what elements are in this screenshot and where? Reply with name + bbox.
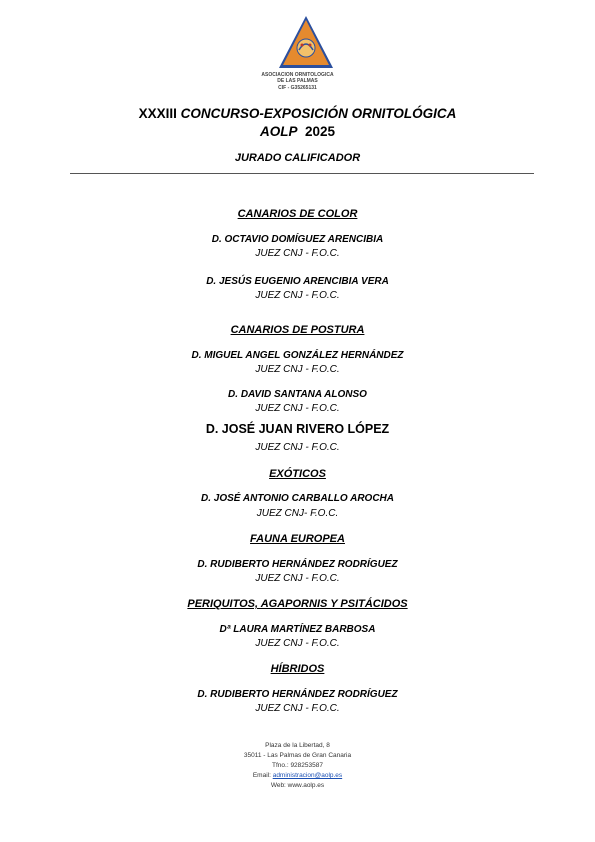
footer-address: Plaza de la Libertad, 8 xyxy=(265,742,330,749)
judge-name: D. MIGUEL ANGEL GONZÁLEZ HERNÁNDEZ xyxy=(191,350,404,361)
judge-name: Dª LAURA MARTÍNEZ BARBOSA xyxy=(219,624,376,635)
category-heading: HÍBRIDOS xyxy=(270,663,325,675)
email-link[interactable]: administracion@aolp.es xyxy=(272,772,343,779)
judge-credential: JUEZ CNJ - F.O.C. xyxy=(255,290,340,301)
title-prefix: XXXIII xyxy=(138,106,177,121)
judge-name: D. OCTAVIO DOMÍGUEZ ARENCIBIA xyxy=(211,234,384,245)
title-aolp: AOLP xyxy=(259,124,298,139)
footer-email-label: Email: xyxy=(252,772,271,779)
divider xyxy=(70,173,534,174)
judge-name: D. RUDIBERTO HERNÁNDEZ RODRÍGUEZ xyxy=(197,559,398,570)
category-heading: CANARIOS DE COLOR xyxy=(237,208,358,220)
category-heading: EXÓTICOS xyxy=(269,468,326,480)
judge-credential: JUEZ CNJ - F.O.C. xyxy=(255,703,340,714)
judge-credential: JUEZ CNJ - F.O.C. xyxy=(255,403,340,414)
category-heading: CANARIOS DE POSTURA xyxy=(230,324,365,336)
category-heading: PERIQUITOS, AGAPORNIS Y PSITÁCIDOS xyxy=(187,598,408,610)
org-name-line1: ASOCIACION ORNITOLOGICA xyxy=(261,72,334,78)
org-cif: CIF - G35265131 xyxy=(278,85,317,91)
title-year: 2025 xyxy=(304,124,336,139)
category-heading: FAUNA EUROPEA xyxy=(250,533,345,545)
judge-credential: JUEZ CNJ- F.O.C. xyxy=(256,508,339,519)
judge-credential: JUEZ CNJ - F.O.C. xyxy=(255,638,340,649)
footer-city: 35011 - Las Palmas de Gran Canaria xyxy=(243,752,352,759)
judge-name: D. DAVID SANTANA ALONSO xyxy=(228,389,367,400)
judge-name: D. JOSÉ JUAN RIVERO LÓPEZ xyxy=(205,422,390,436)
title-main: CONCURSO-EXPOSICIÓN ORNITOLÓGICA xyxy=(180,106,457,121)
page-title-line1 xyxy=(0,105,595,122)
judge-name: D. JOSÉ ANTONIO CARBALLO AROCHA xyxy=(201,493,394,504)
judge-name: D. JESÚS EUGENIO ARENCIBIA VERA xyxy=(206,276,389,287)
judge-name: D. RUDIBERTO HERNÁNDEZ RODRÍGUEZ xyxy=(197,689,398,700)
footer-web: Web: www.aolp.es xyxy=(270,782,325,789)
footer-phone: Tfno.: 928253587 xyxy=(272,762,323,769)
judge-credential: JUEZ CNJ - F.O.C. xyxy=(255,442,340,453)
org-name-line2: DE LAS PALMAS xyxy=(277,78,318,84)
page-title-line2 xyxy=(0,123,595,140)
footer-email-line xyxy=(0,771,595,781)
judge-credential: JUEZ CNJ - F.O.C. xyxy=(255,248,340,259)
subtitle: JURADO CALIFICADOR xyxy=(234,152,361,164)
judge-credential: JUEZ CNJ - F.O.C. xyxy=(255,573,340,584)
association-logo xyxy=(277,14,335,70)
judge-credential: JUEZ CNJ - F.O.C. xyxy=(255,364,340,375)
